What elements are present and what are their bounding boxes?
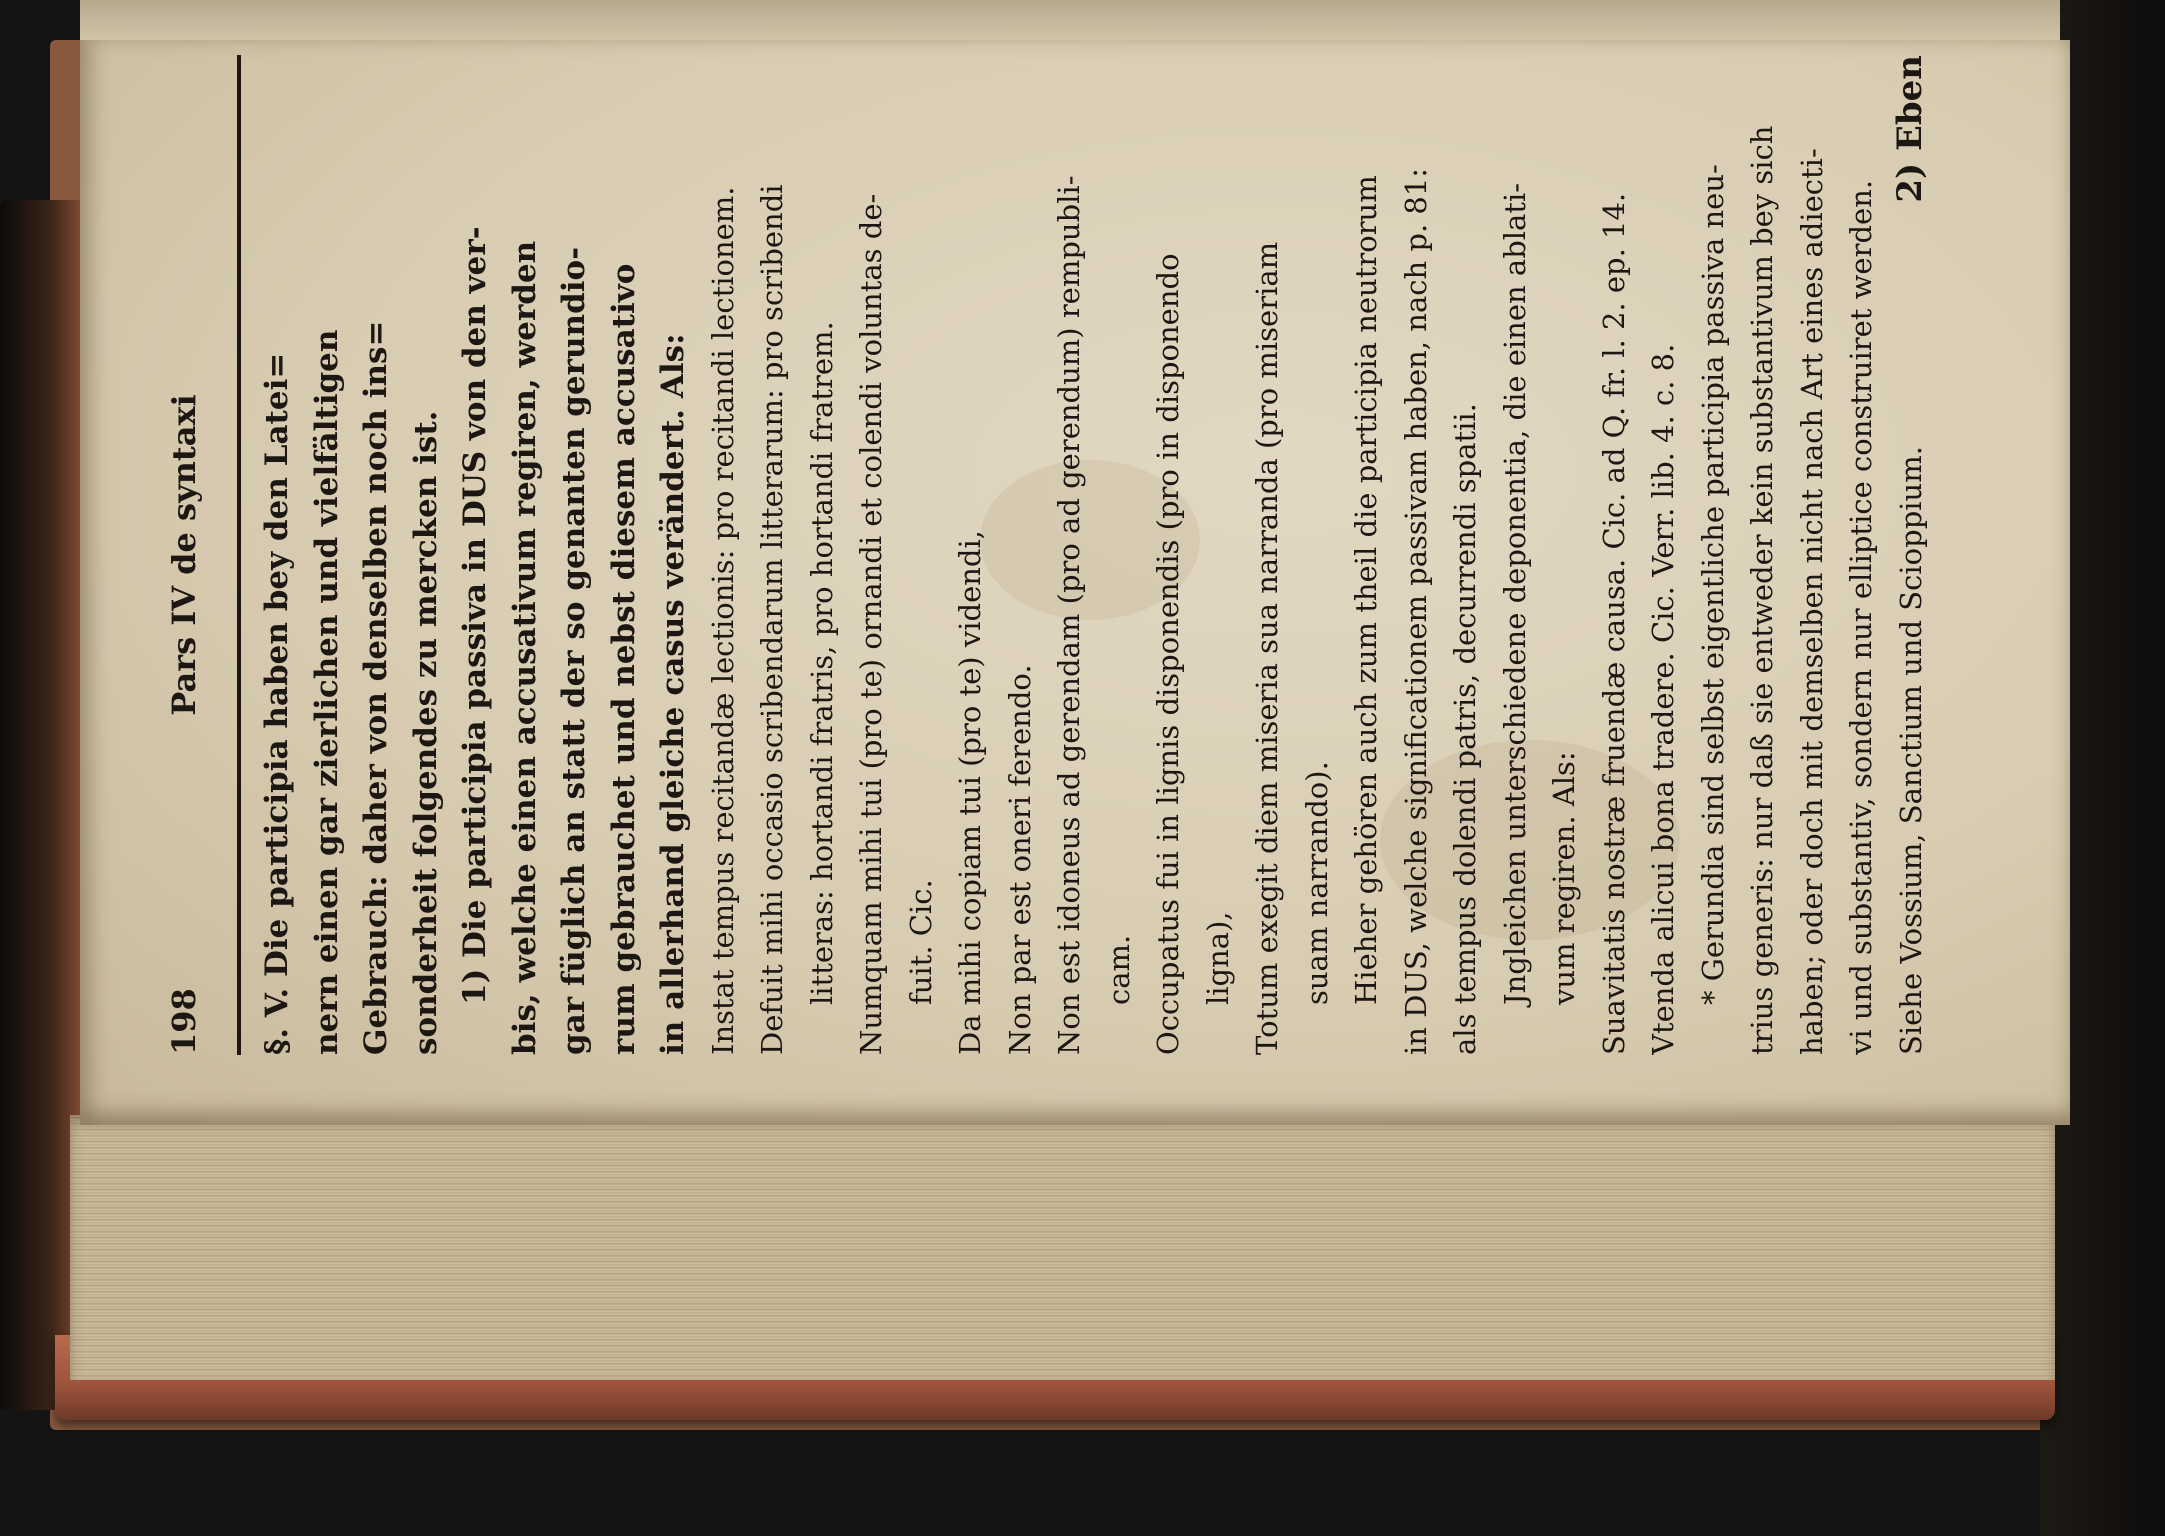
text-line: Instat tempus recitandæ lectionis: pro recitandi lectionem.	[705, 186, 740, 1055]
text-line: Siehe Vossium, Sanctium und Scioppium.	[1893, 446, 1928, 1055]
text-line: nern einen gar zierlichen und vielfältigen	[308, 329, 345, 1055]
text-line: Vtenda alicui bona tradere. Cic. Verr. lib. 4. c. 8.	[1646, 343, 1680, 1055]
text-line: Occupatus fui in lignis disponendis (pro in disponendo	[1151, 253, 1185, 1055]
text-line: bis, welche einen accusativum regiren, werden	[506, 240, 543, 1055]
text-line: Suavitatis nostræ fruendæ causa. Cic. ad Q. fr. l. 2. ep. 14.	[1596, 192, 1631, 1055]
text-line: in allerhand gleiche casus verändert. Als:	[655, 333, 691, 1055]
text-line: rum gebrauchet und nebst diesem accusativo	[605, 263, 642, 1055]
text-line: vum regiren. Als:	[1547, 751, 1581, 1005]
header-rule	[237, 55, 241, 1055]
text-line: in DUS, welche significationem passivam haben, nach p. 81:	[1398, 167, 1433, 1055]
page-number: 198	[165, 988, 203, 1055]
catchword: 2) Eben	[1890, 55, 1930, 203]
text-line: als tempus dolendi patris, decurrendi spatii.	[1448, 403, 1482, 1055]
rotated-text-block	[165, 55, 1945, 1055]
text-line: sonderheit folgendes zu mercken ist.	[407, 410, 444, 1055]
text-line: trius generis: nur daß sie entweder kein substantivum bey sich	[1745, 125, 1779, 1055]
text-line: Hieher gehören auch zum theil die participia neutrorum	[1349, 175, 1383, 1005]
text-line: ligna),	[1200, 911, 1235, 1005]
previous-page-edge	[80, 0, 2060, 42]
text-line: Totum exegit diem miseria sua narranda (pro miseriam	[1250, 241, 1284, 1055]
text-line: Non par est oneri ferendo.	[1002, 664, 1037, 1055]
text-line: gar füglich an statt der so genanten gerundio-	[556, 246, 592, 1055]
page-body-text	[253, 55, 1936, 1055]
text-line: suam narrando).	[1299, 761, 1334, 1005]
text-line: 1) Die participia passiva in DUS von den ver-	[457, 226, 493, 1005]
text-line: haben; oder doch mit demselben nicht nach Art eines adiecti-	[1794, 148, 1829, 1055]
text-line: Non est idoneus ad gerendam (pro ad gerendum) rempubli-	[1052, 175, 1086, 1055]
text-line: Jngleichen unterschiedene deponentia, die einen ablati-	[1497, 182, 1532, 1005]
text-line: * Gerundia sind selbst eigentliche participia passiva neu-	[1695, 164, 1730, 1005]
running-head-title: Pars IV de syntaxi	[165, 394, 203, 716]
page-block-edge	[70, 1115, 2055, 1380]
text-line: §. V. Die participia haben bey den Latei=	[259, 352, 295, 1055]
text-line: Defuit mihi occasio scribendarum litterarum: pro scribendi	[755, 184, 789, 1055]
text-line: fuit. Cic.	[903, 879, 938, 1005]
text-line: Gebrauch: daher von denselben noch ins=	[358, 320, 394, 1055]
text-line: cam.	[1101, 934, 1136, 1005]
text-line: vi und substantiv, sondern nur elliptice construiret werden.	[1844, 179, 1878, 1055]
text-line: Da mihi copiam tui (pro te) videndi,	[953, 530, 987, 1055]
text-line: litteras: hortandi fratris, pro hortandi fratrem.	[804, 321, 839, 1005]
text-line: Numquam mihi tui (pro te) ornandi et colendi voluntas de-	[854, 193, 888, 1055]
running-head	[165, 55, 215, 1055]
